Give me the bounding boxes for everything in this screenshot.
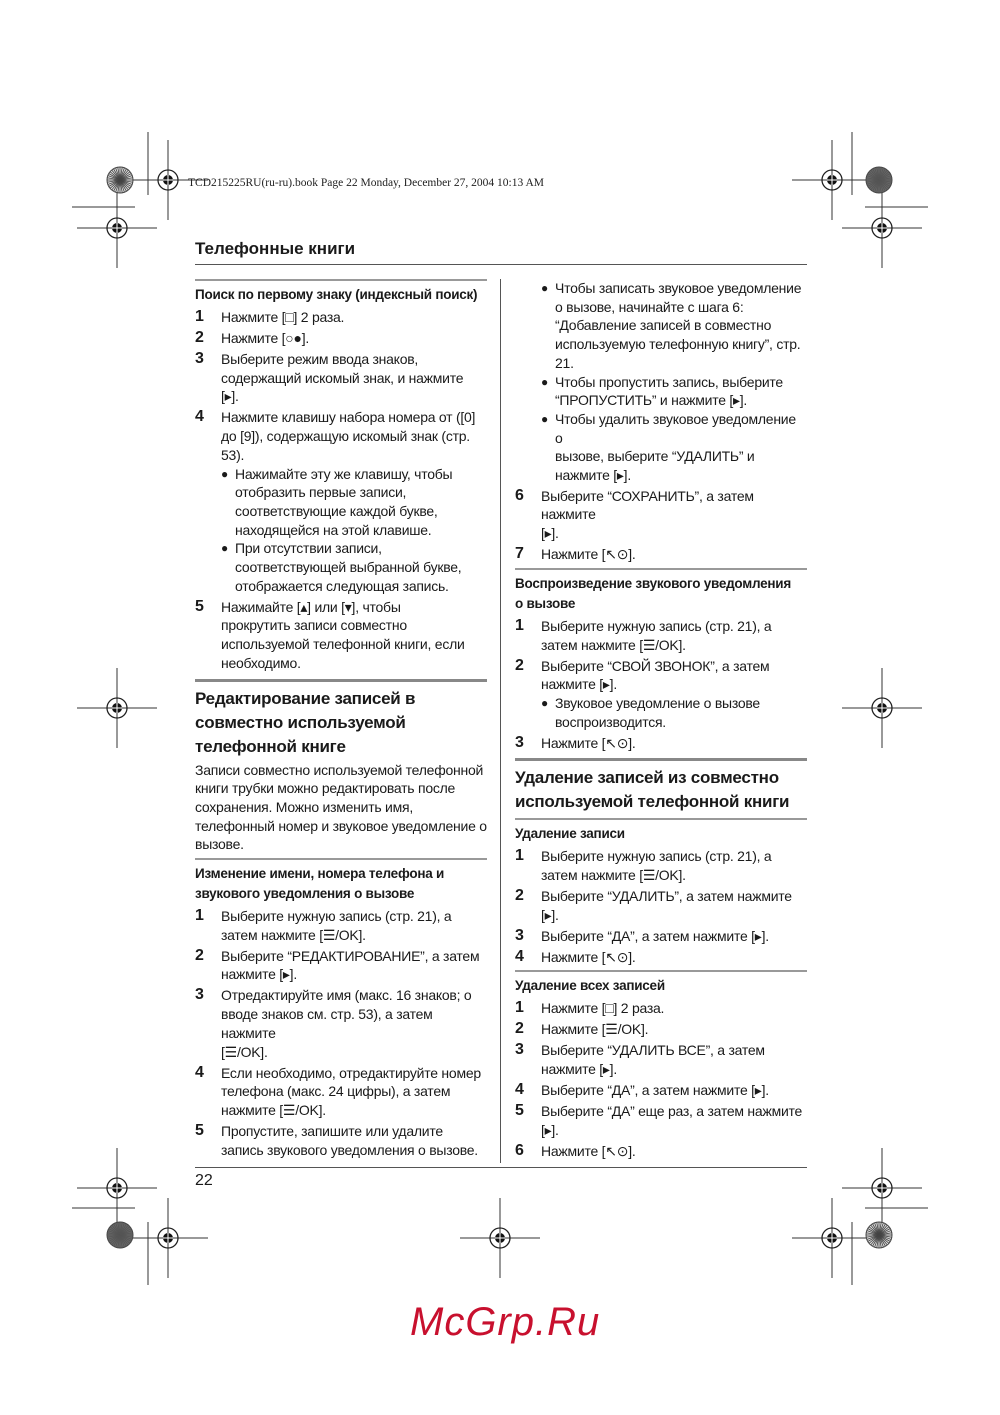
step-number: 1: [195, 308, 204, 325]
step-text: Выберите “СВОЙ ЗВОНОК”, а затем нажмите [▸].: [541, 657, 770, 693]
divider: [515, 818, 807, 820]
step-text: Выберите режим ввода знаков, содержащий искомый знак, и нажмите [▸].: [221, 351, 464, 405]
step-number: 3: [515, 926, 524, 944]
step-item: [195, 1064, 487, 1120]
step-item: [515, 948, 807, 967]
step-item: [515, 657, 807, 732]
divider: [195, 858, 487, 860]
step-body: [541, 887, 807, 924]
bullet-item: [541, 373, 807, 410]
bullets: [541, 279, 807, 485]
section-edit-name: [195, 864, 487, 1159]
section-editing: [195, 687, 487, 855]
bullet-text: Чтобы удалить звуковое уведомление о вызове, выберите “УДАЛИТЬ” и нажмите [▸].: [555, 410, 796, 484]
bullet-text: При отсутствии записи, соответствующей выбранной букве, отображается следующая запись.: [235, 540, 462, 594]
step-number: 5: [195, 597, 204, 615]
steps: [195, 308, 487, 673]
section-heading: Удаление записи: [515, 826, 625, 842]
step-text: Выберите “ДА” еще раз, а затем нажмите [▸].: [541, 1103, 803, 1138]
step-item: [195, 947, 487, 984]
step-text: Пропустите, запишите или удалите запись звукового уведомления о вызове.: [221, 1122, 478, 1158]
bullet-icon: ●: [541, 411, 548, 426]
step-text: Нажмите клавишу набора номера от ([0] до [9]), содержащую искомый знак (стр. 53).: [221, 409, 476, 463]
step-item: [515, 1142, 807, 1161]
step-text: Нажмите [↖⊙].: [541, 948, 636, 965]
step-text: Нажмите [↖⊙].: [541, 734, 636, 751]
step-body: [541, 657, 807, 732]
step-body: [541, 1081, 807, 1100]
bullet-item: [541, 410, 807, 485]
bullet-icon: ●: [541, 374, 548, 389]
step-body: [541, 487, 807, 543]
step-body: [221, 350, 487, 406]
section-continued: [515, 279, 807, 564]
step-text: Если необходимо, отредактируйте номер телефона (макс. 24 цифры), а затем нажмите [☰/OK].: [221, 1064, 481, 1118]
step-item: [515, 927, 807, 946]
step-number: 1: [515, 999, 524, 1017]
step-body: [541, 1102, 807, 1139]
step-number: 5: [195, 1121, 204, 1139]
step-number: 2: [515, 1020, 524, 1038]
step-number: 5: [515, 1102, 524, 1120]
page-number: 22: [195, 1171, 213, 1189]
steps: [515, 487, 807, 564]
section-delete-all: [515, 976, 807, 1160]
step-number: 1: [195, 907, 204, 925]
step-number: 2: [515, 656, 524, 674]
step-item: [195, 598, 487, 673]
divider: [515, 758, 807, 761]
bullet-icon: ●: [221, 541, 228, 556]
step-body: [541, 948, 807, 967]
step-body: [221, 1122, 487, 1159]
step-text: Выберите нужную запись (стр. 21), а затем нажмите [☰/OK].: [541, 848, 772, 884]
step-body: [221, 986, 487, 1061]
steps: [515, 999, 807, 1160]
section-deleting: [515, 766, 807, 814]
step-item: [515, 734, 807, 753]
step-text: Нажмите [↖⊙].: [541, 546, 636, 563]
page-title: Телефонные книги: [195, 239, 356, 258]
step-number: 4: [195, 1063, 204, 1081]
step-body: [221, 907, 487, 944]
step-text: Нажмите [☰/OK].: [541, 1021, 649, 1038]
section-heading: Воспроизведение звукового уведомления о вызове: [515, 575, 791, 611]
step-number: 1: [515, 616, 524, 634]
step-body: [541, 617, 807, 654]
title-rule: [195, 264, 807, 265]
step-item: [515, 1102, 807, 1139]
step-item: [515, 847, 807, 884]
step-item: [195, 1122, 487, 1159]
step-text: Нажмите [↖⊙].: [541, 1142, 636, 1159]
bullet-icon: ●: [541, 281, 548, 295]
divider: [515, 568, 807, 570]
step-item: [195, 986, 487, 1061]
bullet-icon: ●: [221, 466, 228, 481]
bullet-item: [541, 694, 807, 731]
divider: [515, 970, 807, 972]
step-body: [541, 1020, 807, 1039]
bullet-item: [541, 279, 807, 373]
step-number: 2: [515, 887, 524, 905]
footer-rule: [195, 1167, 807, 1168]
print-header: TCD215225RU(ru-ru).book Page 22 Monday, December 27, 2004 10:13 AM: [188, 177, 545, 189]
bullet-text: Звуковое уведомление о вызове воспроизводится.: [555, 694, 760, 730]
step-text: Выберите “УДАЛИТЬ”, а затем нажмите [▸].: [541, 888, 792, 923]
step-item: [515, 617, 807, 654]
step-text: Выберите “УДАЛИТЬ ВСЕ”, а затем нажмите [▸].: [541, 1042, 765, 1078]
step-body: [221, 1064, 487, 1120]
left-column: [195, 279, 500, 1163]
step-item: [515, 1041, 807, 1078]
step-number: 4: [195, 408, 204, 426]
step-body: [541, 999, 807, 1018]
step-item: [195, 329, 487, 348]
step-item: [515, 487, 807, 543]
step-item: [195, 907, 487, 944]
bullet-text: Чтобы пропустить запись, выберите “ПРОПУСТИТЬ” и нажмите [▸].: [555, 373, 783, 409]
step-text: Нажмите [□] 2 раза.: [221, 309, 345, 325]
step-number: 2: [195, 329, 204, 346]
step-item: [195, 308, 487, 327]
step-item: [515, 887, 807, 924]
bullet-item: [221, 539, 487, 595]
section-index-search: [195, 285, 487, 673]
step-text: Нажмите [○●].: [221, 330, 309, 346]
steps: [515, 617, 807, 753]
step-body: [541, 734, 807, 753]
step-item: [195, 350, 487, 406]
step-number: 3: [195, 986, 204, 1004]
step-number: 4: [515, 1081, 524, 1099]
step-body: [541, 847, 807, 884]
step-number: 6: [515, 1141, 524, 1159]
step-body: [541, 1041, 807, 1078]
step-number: 7: [515, 545, 524, 563]
steps: [195, 907, 487, 1159]
step-body: [221, 598, 487, 673]
step-text: Нажимайте [▴] или [▾], чтобы прокрутить записи совместно используемой телефонной книги, если необходимо.: [221, 598, 465, 671]
step-text: Нажмите [□] 2 раза.: [541, 1000, 665, 1017]
step-text: Выберите нужную запись (стр. 21), а затем нажмите [☰/OK].: [541, 617, 772, 653]
step-item: [515, 1020, 807, 1039]
step-body: [221, 308, 487, 327]
columns: [195, 279, 807, 1163]
section-heading: Удаление записей из совместно используемой телефонной книги: [515, 768, 790, 812]
step-text: Выберите нужную запись (стр. 21), а затем нажмите [☰/OK].: [221, 908, 452, 943]
step-item: [195, 408, 487, 595]
step-item: [515, 1081, 807, 1100]
step-body: [221, 408, 487, 595]
step-body: [221, 947, 487, 984]
step-number: 3: [195, 350, 204, 367]
section-playback: [515, 574, 807, 753]
step-body: [541, 927, 807, 946]
bullet-text: Чтобы записать звуковое уведомление о вызове, начинайте с шага 6: “Добавление записей в совместно используемую телефонную книгу”, стр. 21.: [555, 280, 802, 371]
step-text: Выберите “ДА”, а затем нажмите [▸].: [541, 927, 769, 944]
steps: [515, 847, 807, 966]
watermark: McGrp.Ru: [410, 1300, 601, 1344]
section-heading: Изменение имени, номера телефона и звукового уведомления о вызове: [195, 866, 445, 902]
step-body: [541, 1142, 807, 1161]
step-number: 4: [515, 947, 524, 965]
step-text: Выберите “ДА”, а затем нажмите [▸].: [541, 1082, 769, 1099]
divider: [195, 679, 487, 682]
step-item: [515, 999, 807, 1018]
step-number: 3: [515, 733, 524, 751]
page-content: [195, 239, 807, 1190]
bullet-item: [221, 465, 487, 540]
section-heading: Редактирование записей в совместно используемой телефонной книге: [195, 688, 416, 756]
step-number: 2: [195, 946, 204, 964]
step-number: 1: [515, 847, 524, 865]
section-delete-entry: [515, 824, 807, 966]
step-text: Отредактируйте имя (макс. 16 знаков; о вводе знаков см. стр. 53), а затем нажмите [☰/OK].: [221, 987, 472, 1060]
step-text: Выберите “СОХРАНИТЬ”, а затем нажмите [▸].: [541, 487, 754, 542]
right-column: [500, 279, 807, 1163]
divider: [195, 279, 487, 281]
bullet-text: Нажимайте эту же клавишу, чтобы отобразить первые записи, соответствующие каждой букве, находящейся на этой клавише.: [235, 465, 453, 538]
step-body: [541, 545, 807, 564]
intro-paragraph: Записи совместно используемой телефонной книги трубки можно редактировать после сохранения. Можно изменить имя, телефонный номер и звуковое уведомление о вызове.: [195, 761, 487, 853]
step-number: 3: [515, 1041, 524, 1059]
bullet-icon: ●: [541, 695, 548, 710]
step-item: [515, 545, 807, 564]
section-heading: Поиск по первому знаку (индексный поиск): [195, 287, 478, 302]
step-text: Выберите “РЕДАКТИРОВАНИЕ”, а затем нажмите [▸].: [221, 947, 480, 983]
section-heading: Удаление всех записей: [515, 978, 665, 994]
step-body: [221, 329, 487, 348]
step-number: 6: [515, 486, 524, 504]
